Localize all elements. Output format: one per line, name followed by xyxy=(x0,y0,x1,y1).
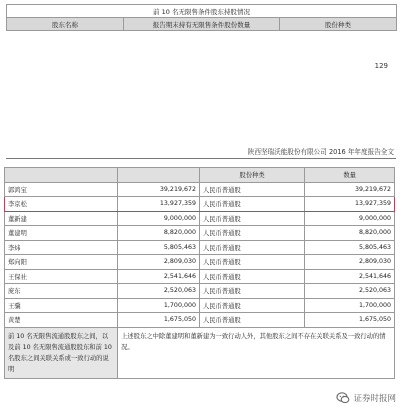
amount-cell: 5,805,463 xyxy=(118,240,200,255)
column-header-qty: 数量 xyxy=(305,168,395,183)
note-label: 前 10 名无限售流通股股东之间，以及前 10 名无限售流通股股东和前 10 名股东之间关联关系或一致行动的说明 xyxy=(5,327,118,378)
quantity-cell: 1,700,000 xyxy=(305,298,395,313)
table-row xyxy=(7,5,397,18)
quantity-cell: 8,820,000 xyxy=(305,226,395,241)
share-type-cell: 人民币普通股 xyxy=(199,182,304,197)
wechat-icon xyxy=(336,391,350,405)
share-type-cell: 人民币普通股 xyxy=(199,313,304,328)
table-row xyxy=(5,211,395,226)
table-row xyxy=(5,269,395,284)
note-text: 上述股东之中除董建明和董新建为一致行动人外，其他股东之间不存在关联关系及一致行动的情况。 xyxy=(118,327,395,378)
shareholder-name-cell: 黄楚 xyxy=(5,313,118,328)
quantity-cell: 9,000,000 xyxy=(305,211,395,226)
table-header-row xyxy=(5,168,395,183)
table-row xyxy=(5,182,395,197)
column-header-type: 股份种类 xyxy=(199,168,304,183)
share-type-cell: 人民币普通股 xyxy=(199,269,304,284)
shareholder-name-cell: 庞东 xyxy=(5,284,118,299)
top-shareholder-table xyxy=(6,4,397,31)
share-type-cell: 人民币普通股 xyxy=(199,284,304,299)
shareholder-name-cell: 董建明 xyxy=(5,226,118,241)
shareholder-name-cell: 李炜 xyxy=(5,240,118,255)
share-type-cell: 人民币普通股 xyxy=(199,197,304,212)
share-type-cell: 人民币普通股 xyxy=(199,226,304,241)
amount-cell: 39,219,672 xyxy=(118,182,200,197)
amount-cell: 9,000,000 xyxy=(118,211,200,226)
table-title: 前 10 名无限售条件股东持股情况 xyxy=(7,5,397,18)
amount-cell: 1,700,000 xyxy=(118,298,200,313)
note-row xyxy=(5,327,395,378)
amount-cell: 2,541,646 xyxy=(118,269,200,284)
amount-cell: 2,809,030 xyxy=(118,255,200,270)
shareholder-table xyxy=(4,167,395,379)
amount-cell: 1,675,050 xyxy=(118,313,200,328)
share-type-cell: 人民币普通股 xyxy=(199,240,304,255)
amount-cell: 8,820,000 xyxy=(118,226,200,241)
column-header-type: 股份种类 xyxy=(280,18,397,31)
shareholder-name-cell: 董新建 xyxy=(5,211,118,226)
amount-cell: 2,520,063 xyxy=(118,284,200,299)
quantity-cell: 39,219,672 xyxy=(305,182,395,197)
quantity-cell: 2,809,030 xyxy=(305,255,395,270)
shareholder-name-cell: 郑向阳 xyxy=(5,255,118,270)
table-row xyxy=(5,284,395,299)
quantity-cell: 1,675,050 xyxy=(305,313,395,328)
header-blank-cell xyxy=(118,168,200,183)
share-type-cell: 人民币普通股 xyxy=(199,255,304,270)
header-divider xyxy=(6,158,396,159)
table-row xyxy=(5,313,395,328)
document-header: 陕西坚瑞沃能股份有限公司 2016 年年度报告全文 xyxy=(247,148,394,156)
quantity-cell: 2,520,063 xyxy=(305,284,395,299)
amount-cell: 13,927,359 xyxy=(118,197,200,212)
shareholder-name-cell: 王保社 xyxy=(5,269,118,284)
table-row xyxy=(5,298,395,313)
share-type-cell: 人民币普通股 xyxy=(199,298,304,313)
table-row xyxy=(5,240,395,255)
header-blank-cell xyxy=(5,168,118,183)
table-row xyxy=(5,197,395,212)
watermark xyxy=(336,391,396,405)
shareholder-name-cell: 王骥 xyxy=(5,298,118,313)
quantity-cell: 2,541,646 xyxy=(305,269,395,284)
watermark-text: 证券时报网 xyxy=(353,394,396,404)
shareholder-name-cell: 李京松 xyxy=(5,197,118,212)
table-row xyxy=(5,255,395,270)
column-header-name: 股东名称 xyxy=(7,18,124,31)
quantity-cell: 5,805,463 xyxy=(305,240,395,255)
share-type-cell: 人民币普通股 xyxy=(199,211,304,226)
quantity-cell: 13,927,359 xyxy=(305,197,395,212)
shareholder-name-cell: 郭鸿宝 xyxy=(5,182,118,197)
table-row xyxy=(5,226,395,241)
column-header-qty: 报告期末持有无限售条件股份数量 xyxy=(124,18,280,31)
table-header-row xyxy=(7,18,397,31)
page-number: 129 xyxy=(374,62,388,70)
